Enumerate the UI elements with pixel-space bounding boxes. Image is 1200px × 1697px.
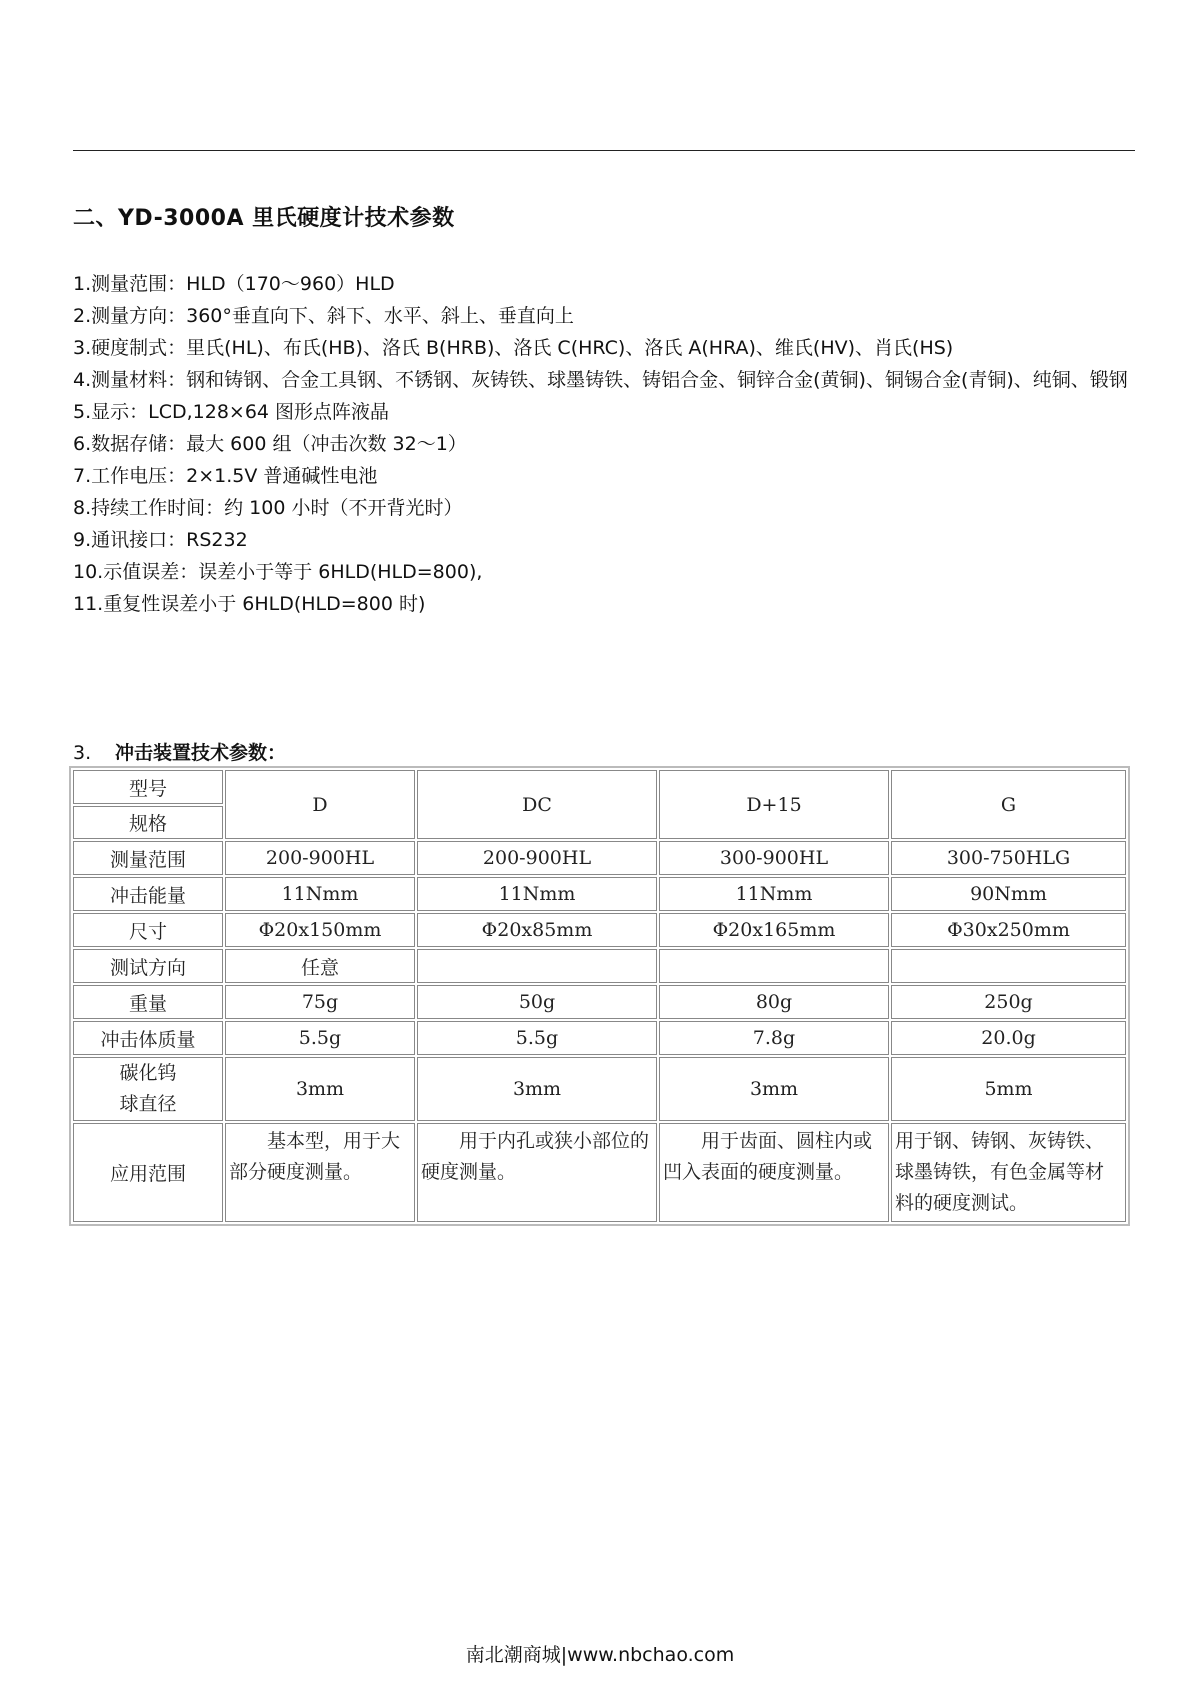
table-title: [73, 738, 286, 765]
param-item: 5.显示：LCD,128×64 图形点阵液晶: [73, 401, 390, 423]
model-cell: DC: [417, 770, 657, 839]
value-cell: 基本型，用于大部分硬度测量。: [225, 1123, 415, 1222]
param-item: 9.通讯接口：RS232: [73, 529, 248, 551]
row-label-cell: 尺寸: [73, 913, 223, 947]
param-item: 4.测量材料：钢和铸钢、合金工具钢、不锈钢、灰铸铁、球墨铸铁、铸铝合金、铜锌合金(黄铜)、铜锡合金(青铜)、纯铜、锻钢: [73, 369, 1128, 391]
param-item: 7.工作电压：2×1.5V 普通碱性电池: [73, 465, 378, 487]
row-label-cell: 冲击体质量: [73, 1021, 223, 1055]
param-list: [73, 268, 1153, 620]
value-cell: 80g: [659, 985, 889, 1019]
value-cell: 11Nmm: [417, 877, 657, 911]
value-cell: Φ30x250mm: [891, 913, 1126, 947]
spec-label-cell: 规格: [73, 806, 223, 839]
value-cell: 11Nmm: [225, 877, 415, 911]
value-cell: 5mm: [891, 1057, 1126, 1121]
table-row: [73, 1021, 1126, 1055]
param-item: 11.重复性误差小于 6HLD(HLD=800 时): [73, 593, 426, 615]
value-cell: 任意: [225, 949, 415, 983]
model-label-cell: 型号: [73, 770, 223, 804]
row-label-cell: 碳化钨 球直径: [73, 1057, 223, 1121]
table-row: [73, 985, 1126, 1019]
row-label-cell: 测试方向: [73, 949, 223, 983]
value-cell: 90Nmm: [891, 877, 1126, 911]
value-cell: 7.8g: [659, 1021, 889, 1055]
row-label-cell: 测量范围: [73, 841, 223, 875]
model-cell: D: [225, 770, 415, 839]
model-cell: G: [891, 770, 1126, 839]
value-cell: 用于齿面、圆柱内或凹入表面的硬度测量。: [659, 1123, 889, 1222]
table-row: [73, 1123, 1126, 1222]
value-cell: 3mm: [225, 1057, 415, 1121]
value-cell: 5.5g: [417, 1021, 657, 1055]
table-row: [73, 1057, 1126, 1121]
value-cell: 250g: [891, 985, 1126, 1019]
value-cell: 300-750HLG: [891, 841, 1126, 875]
footer-site-link[interactable]: 南北潮商城|www.nbchao.com: [465, 1644, 735, 1666]
param-item: 10.示值误差：误差小于等于 6HLD(HLD=800),: [73, 561, 483, 583]
value-cell: Φ20x85mm: [417, 913, 657, 947]
value-cell: 50g: [417, 985, 657, 1019]
value-cell: 300-900HL: [659, 841, 889, 875]
table-row: [73, 913, 1126, 947]
model-cell: D+15: [659, 770, 889, 839]
value-cell: 3mm: [417, 1057, 657, 1121]
row-label-cell: 应用范围: [73, 1123, 223, 1222]
value-cell: 用于内孔或狭小部位的硬度测量。: [417, 1123, 657, 1222]
value-cell: 75g: [225, 985, 415, 1019]
value-cell: 200-900HL: [225, 841, 415, 875]
value-cell: Φ20x165mm: [659, 913, 889, 947]
section-heading: 二、YD-3000A 里氏硬度计技术参数: [73, 206, 455, 231]
value-cell: 11Nmm: [659, 877, 889, 911]
value-cell: 20.0g: [891, 1021, 1126, 1055]
table-row: [73, 841, 1126, 875]
table-title-number: 3.: [73, 742, 92, 764]
table-title-text: 冲击装置技术参数：: [115, 742, 287, 764]
top-rule: [73, 150, 1135, 151]
value-cell: [659, 949, 889, 983]
row-label-cell: 重量: [73, 985, 223, 1019]
value-cell: 5.5g: [225, 1021, 415, 1055]
value-cell: Φ20x150mm: [225, 913, 415, 947]
value-cell: 用于钢、铸钢、灰铸铁、球墨铸铁，有色金属等材料的硬度测试。: [891, 1123, 1126, 1222]
value-cell: [417, 949, 657, 983]
table-row: [73, 877, 1126, 911]
param-item: 2.测量方向：360°垂直向下、斜下、水平、斜上、垂直向上: [73, 305, 574, 327]
value-cell: 3mm: [659, 1057, 889, 1121]
impact-device-table: [69, 766, 1130, 1226]
table-row: [73, 949, 1126, 983]
value-cell: 200-900HL: [417, 841, 657, 875]
table-header-row: [73, 770, 1126, 804]
row-label-cell: 冲击能量: [73, 877, 223, 911]
param-item: 3.硬度制式：里氏(HL)、布氏(HB)、洛氏 B(HRB)、洛氏 C(HRC)、洛氏 A(HRA)、维氏(HV)、肖氏(HS): [73, 337, 954, 359]
param-item: 1.测量范围：HLD（170～960）HLD: [73, 273, 395, 295]
param-item: 6.数据存储：最大 600 组（冲击次数 32～1）: [73, 433, 467, 455]
param-item: 8.持续工作时间：约 100 小时（不开背光时）: [73, 497, 463, 519]
value-cell: [891, 949, 1126, 983]
